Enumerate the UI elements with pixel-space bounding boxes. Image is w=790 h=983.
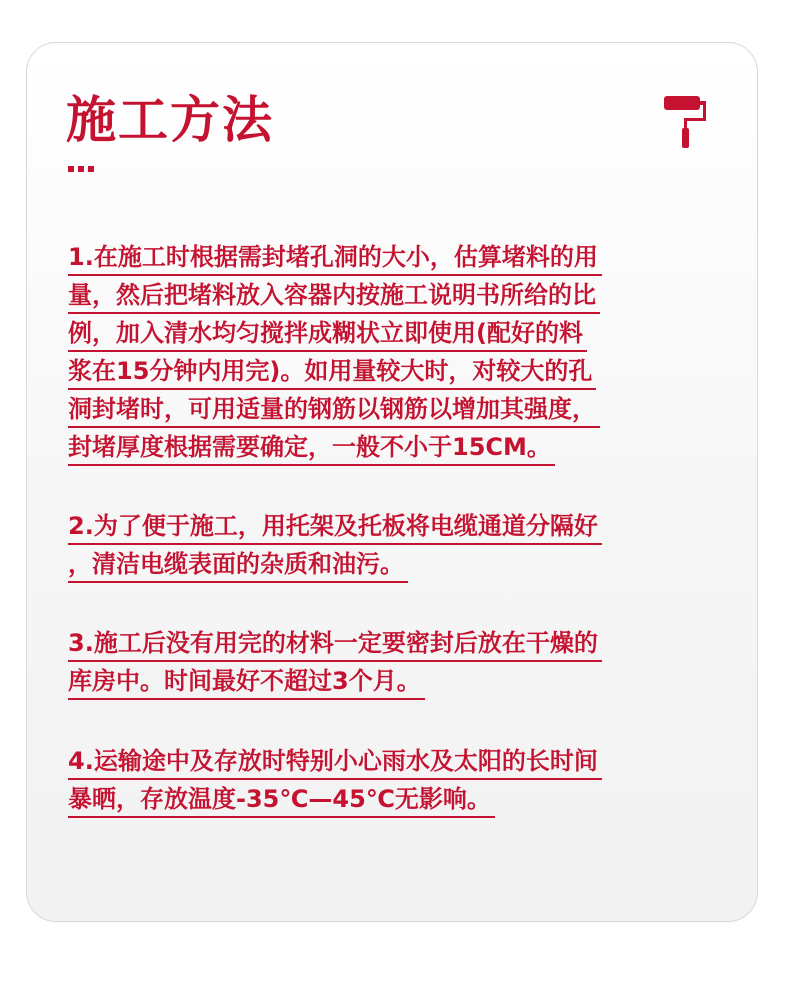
paragraph-4-line-1: 4.运输途中及存放时特别小心雨水及太阳的长时间 <box>68 744 602 780</box>
paint-roller-icon <box>660 92 712 152</box>
paragraph-1-line-5: 洞封堵时，可用适量的钢筋以钢筋以增加其强度， <box>68 392 600 428</box>
paragraph-1-line-2: 量，然后把堵料放入容器内按施工说明书所给的比 <box>68 278 600 314</box>
paragraph-3-line-1: 3.施工后没有用完的材料一定要密封后放在干燥的 <box>68 626 602 662</box>
paragraph-2-line-1: 2.为了便于施工，用托架及托板将电缆通道分隔好 <box>68 509 602 545</box>
paragraph-2-line-2: ，清洁电缆表面的杂质和油污。 <box>68 547 408 583</box>
paragraph-4-line-2: 暴晒，存放温度-35℃—45℃无影响。 <box>68 782 495 818</box>
paragraph-3-line-2: 库房中。时间最好不超过3个月。 <box>68 664 425 700</box>
paragraph-3 <box>68 624 602 700</box>
paragraph-1-line-6: 封堵厚度根据需要确定，一般不小于15CM。 <box>68 430 555 466</box>
page-title: 施工方法 <box>66 91 274 149</box>
paragraph-4 <box>68 742 602 818</box>
title-dots-decoration <box>68 166 94 172</box>
paragraph-1-line-1: 1.在施工时根据需封堵孔洞的大小，估算堵料的用 <box>68 240 602 276</box>
paragraph-1 <box>68 238 602 466</box>
paragraph-2 <box>68 507 602 583</box>
paragraph-1-line-3: 例，加入清水均匀搅拌成糊状立即使用(配好的料 <box>68 316 587 352</box>
paragraph-1-line-4: 浆在15分钟内用完)。如用量较大时，对较大的孔 <box>68 354 596 390</box>
